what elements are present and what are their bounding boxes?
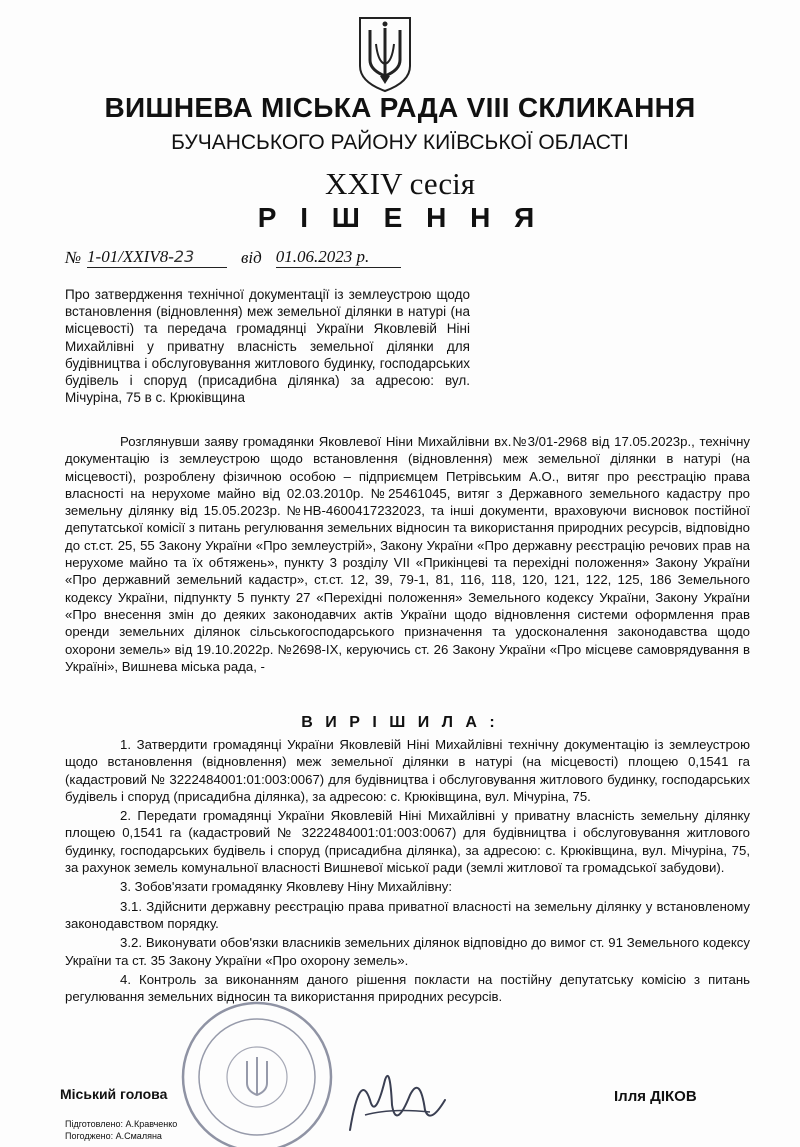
decision-item-3-1: 3.1. Здійснити державну реєстрацію права приватної власності на земельну ділянку у встановленому законодавством порядку. xyxy=(65,898,750,931)
decision-number-line xyxy=(65,247,401,268)
decision-subject: Про затвердження технічної документації із землеустрою щодо встановлення (відновлення) меж земельної ділянки в натурі (на місцевості) та передача громадянці України Яковлевій Ніні Михайлівні у приватну власність земельної ділянки для будівництва і обслуговування житлового будинку, господарських будівель і споруд (присадибна ділянка) за адресою: вул. Мічуріна, 75 в с. Крюківщина xyxy=(65,287,470,406)
decision-item-3-2: 3.2. Виконувати обов'язки власників земельних ділянок відповідно до вимог ст. 91 Земельного кодексу України та ст. 35 Закону України «Про охорону земель». xyxy=(65,935,750,968)
session-title: XXIV сесія xyxy=(325,166,475,201)
official-seal-stamp xyxy=(175,995,340,1147)
decision-number: 1-01/XXIV8-23 xyxy=(87,247,227,268)
document-type-heading: Р І Ш Е Н Н Я xyxy=(257,202,543,233)
council-title: ВИШНЕВА МІСЬКА РАДА VIII СКЛИКАННЯ xyxy=(104,92,696,123)
preamble-text: Розглянувши заяву громадянки Яковлевої Ніни Михайлівни вх.№3/01-2968 від 17.05.2023р., технічну документацію із землеустрою щодо встановлення (відновлення) меж земельної ділянки в натурі (на місцевості), розроблену фізичною особою – підприємцем Петрівським А.О., витяг про реєстрацію права власності на нерухоме майно від 02.03.2010р. №25461045, витяг з Державного земельного кадастру про земельну ділянку від 15.05.2023р. №НВ-4600417232023, та інші документи, враховуючи висновок постійної депутатської комісії з питань регулювання земельних відносин та використання природних ресурсів, відповідно до ст.ст. 25, 55 Закону України «Про землеустрій», Закону України «Про державну реєстрацію речових прав на нерухоме майно та їх обтяжень», пункту 3 розділу VII «Прикінцеві та перехідні положення» Закону України «Про державний земельний кадастр», ст.ст. 12, 39, 79-1, 81, 116, 118, 120, 121, 122, 125, 186 Земельного кодексу України, підпункту 5 пункту 27 «Перехідні положення» Земельного кодексу України, Закону України «Про внесення змін до деяких законодавчих актів України щодо відновлення системи оформлення прав оренди земельних ділянок сільськогосподарського призначення та удосконалення законодавства щодо охорони земель» від 19.10.2022р. №2698-IX, керуючись ст. 26 Закону України «Про місцеве самоврядування в Україні», Вишнева міська рада, - xyxy=(65,434,750,674)
number-sign: № xyxy=(65,248,82,267)
decision-item-4: 4. Контроль за виконанням даного рішення покласти на постійну депутатську комісію з питань регулювання земельних відносин та використання природних ресурсів. xyxy=(65,971,750,1005)
prepared-agreed-block xyxy=(65,1118,177,1142)
decision-item-1: 1. Затвердити громадянці України Яковлевій Ніні Михайлівні технічну документацію із землеустрою щодо встановлення (відновлення) меж земельної ділянки в натурі (на місцевості) площею 0,1541 га (кадастровий № 3222484001:01:003:0067) для будівництва і обслуговування житлового будинку, господарських будівель і споруд (присадибна ділянка), за адресою: с. Крюківщина, вул. Мічуріна, 75. xyxy=(65,737,750,804)
trident-emblem-icon xyxy=(356,14,414,94)
decision-date: 01.06.2023 р. xyxy=(276,247,401,268)
decision-item-3: 3. Зобов'язати громадянку Яковлеву Ніну Михайлівну: xyxy=(120,879,452,895)
decision-item-2: 2. Передати громадянці України Яковлевій Ніні Михайлівні у приватну власність земельну ділянку площею 0,1541 га (кадастровий № 3222484001:01:003:0067) для будівництва і обслуговування житлового будинку, господарських будівель і споруд (присадибна ділянка), за адресою: с. Крюківщина, вул. Мічуріна, 75, за рахунок земель комунальної власності Вишневої міської ради (землі житлової та громадської забудови). xyxy=(65,808,750,876)
agreed-by: Погоджено: А.Смаляна xyxy=(65,1131,162,1141)
mayor-name: Ілля ДІКОВ xyxy=(614,1088,697,1105)
handwritten-number: 23 xyxy=(173,247,195,266)
date-from-word: від xyxy=(241,248,262,267)
handwritten-signature xyxy=(330,1060,460,1140)
decision-items xyxy=(65,736,750,1005)
prepared-by: Підготовлено: А.Кравченко xyxy=(65,1119,178,1129)
district-subtitle: БУЧАНСЬКОГО РАЙОНУ КИЇВСЬКОЇ ОБЛАСТІ xyxy=(171,131,629,154)
resolved-heading: В И Р І Ш И Л А : xyxy=(301,714,499,731)
preamble-block xyxy=(65,433,750,675)
mayor-title: Міський голова xyxy=(60,1086,168,1102)
